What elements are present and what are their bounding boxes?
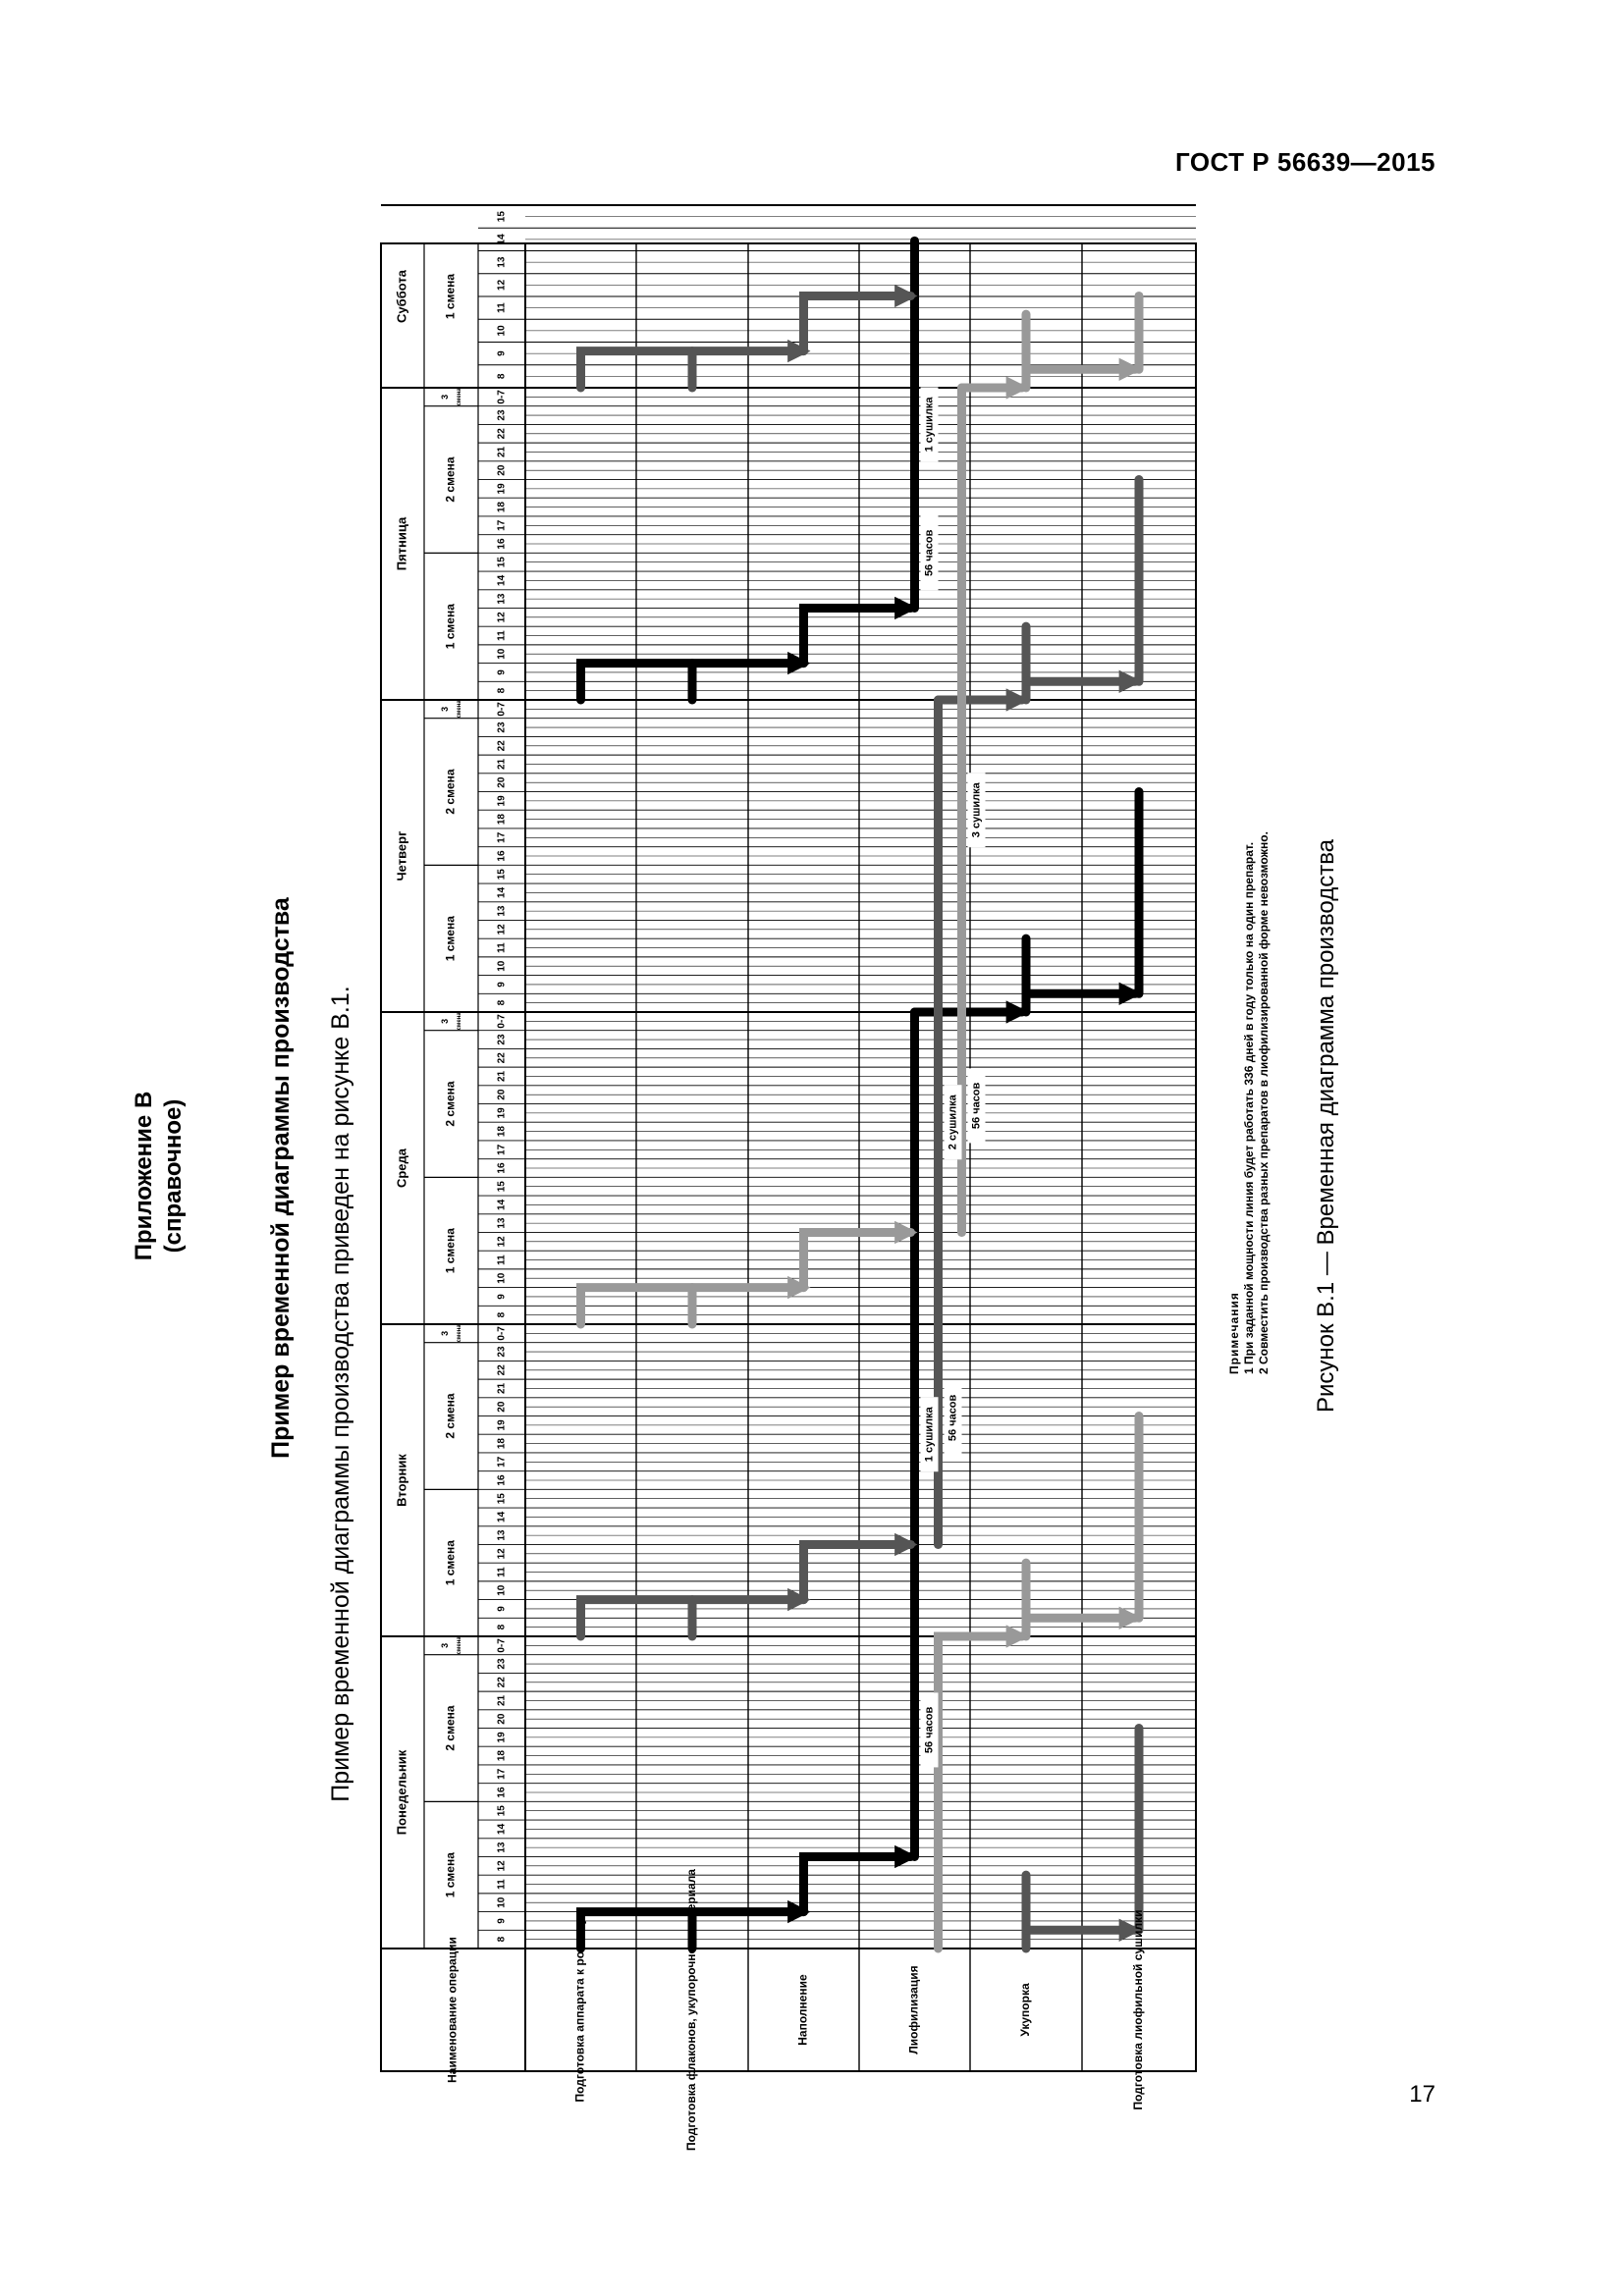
hour-tick-label: 10	[496, 960, 508, 972]
hour-tick-label: 22	[496, 740, 508, 752]
hour-tick-label: 9	[496, 1918, 508, 1924]
operation-name-2: Подготовка флаконов, укупорочного материала	[684, 1869, 699, 2151]
hour-tick-label: 16	[496, 1474, 508, 1486]
operation-name-5: Укупорка	[1018, 1983, 1033, 2037]
appendix-line-1: Приложение В	[131, 1091, 157, 1261]
hour-tick-label: 22	[496, 428, 508, 440]
shift-label-3-word: смена	[457, 1636, 463, 1655]
hour-tick-label: 23	[496, 409, 508, 421]
hour-tick-label: 21	[496, 1382, 508, 1395]
lyo-dryer-label: 2 сушилка	[947, 1095, 959, 1150]
hour-tick-label: 15	[496, 1493, 508, 1505]
hour-tick-label: 21	[496, 1070, 508, 1083]
hour-tick-label: 14	[496, 234, 508, 245]
lyo-duration-label: 56 часов	[947, 1394, 959, 1442]
operation-name-1: Подготовка аппарата к розливу	[572, 1917, 587, 2103]
shift-label-1: 1 смена	[443, 273, 458, 320]
hour-tick-label: 23	[496, 1658, 508, 1670]
hour-tick-label: 13	[496, 905, 508, 917]
hour-tick-label: 12	[496, 924, 508, 935]
hour-tick-label: 23	[496, 1034, 508, 1045]
operation-name-3: Наполнение	[795, 1974, 810, 2046]
hour-tick-label: 16	[496, 1162, 508, 1174]
hour-tick-label: 16	[496, 850, 508, 862]
intro-paragraph: Пример временной диаграммы производства приведен на рисунке В.1.	[327, 986, 354, 1802]
hour-tick-label: 0-7	[496, 1638, 508, 1653]
shift-label-3-word: смена	[457, 700, 463, 719]
shift-label-1: 1 смена	[443, 1540, 458, 1586]
section-heading: Пример временной диаграммы производства	[267, 897, 295, 1459]
hour-tick-label: 20	[496, 1089, 508, 1100]
hour-tick-label: 0-7	[496, 1014, 508, 1029]
hour-tick-label: 14	[496, 886, 508, 898]
hour-tick-label: 8	[496, 999, 508, 1006]
lyo-dryer-label: 1 сушилка	[923, 1407, 936, 1463]
hour-tick-label: 12	[496, 1236, 508, 1248]
hour-tick-label: 16	[496, 538, 508, 550]
shift-label-1: 1 смена	[443, 604, 458, 650]
note-1: 1 При заданной мощности линия будет работать 336 дней в году только на один препарат.	[1242, 841, 1256, 1374]
hour-tick-label: 20	[496, 1713, 508, 1725]
hour-tick-label: 0-7	[496, 702, 508, 717]
shift-label-2: 2 смена	[443, 769, 458, 815]
hour-tick-label: 10	[496, 325, 508, 337]
shift-label-3-word: смена	[457, 388, 463, 406]
shift-label-2: 2 смена	[443, 1393, 458, 1439]
hour-tick-label: 17	[496, 831, 508, 843]
hour-tick-label: 10	[496, 1896, 508, 1908]
hour-tick-label: 10	[496, 1584, 508, 1596]
hour-tick-label: 11	[496, 1567, 508, 1577]
hour-tick-label: 18	[496, 814, 508, 826]
lyo-dryer-label: 1 сушилка	[923, 397, 936, 453]
hour-tick-label: 17	[496, 1768, 508, 1780]
hour-tick-label: 20	[496, 776, 508, 788]
hour-tick-label: 11	[496, 942, 508, 953]
lyo-duration-label: 56 часов	[923, 1706, 936, 1754]
hour-tick-label: 15	[496, 869, 508, 881]
hour-tick-label: 22	[496, 1364, 508, 1376]
hour-tick-label: 19	[496, 483, 508, 495]
hour-tick-label: 11	[496, 1255, 508, 1265]
day-label: Суббота	[394, 270, 409, 323]
hour-tick-label: 12	[496, 612, 508, 623]
shift-label-3-num: 3	[439, 706, 450, 712]
hour-tick-label: 13	[496, 593, 508, 605]
hour-tick-label: 21	[496, 446, 508, 458]
hour-tick-label: 15	[496, 211, 508, 223]
figure-caption: Рисунок В.1 — Временная диаграмма производства	[1313, 838, 1339, 1414]
hour-tick-label: 19	[496, 795, 508, 807]
hour-tick-label: 8	[496, 1624, 508, 1630]
hour-tick-label: 9	[496, 350, 508, 356]
hour-tick-label: 18	[496, 1750, 508, 1762]
hour-tick-label: 17	[496, 519, 508, 531]
shift-label-2: 2 смена	[443, 1705, 458, 1751]
hour-tick-label: 11	[496, 302, 508, 313]
hour-tick-label: 8	[496, 1311, 508, 1318]
hour-tick-label: 23	[496, 1346, 508, 1358]
operation-name-4: Лиофилизация	[906, 1965, 921, 2055]
shift-label-3-num: 3	[439, 1330, 450, 1336]
page-number: 17	[1409, 2081, 1435, 2108]
hour-tick-label: 8	[496, 1936, 508, 1943]
hour-tick-label: 14	[496, 1511, 508, 1522]
hour-tick-label: 12	[496, 1548, 508, 1560]
hour-tick-label: 15	[496, 557, 508, 568]
hour-tick-label: 18	[496, 1438, 508, 1450]
hour-tick-label: 12	[496, 1860, 508, 1872]
hour-tick-label: 21	[496, 758, 508, 771]
day-label: Понедельник	[394, 1749, 409, 1836]
hour-tick-label: 14	[496, 1199, 508, 1210]
hour-tick-label: 19	[496, 1419, 508, 1431]
hour-tick-label: 9	[496, 1606, 508, 1612]
hour-tick-label: 19	[496, 1107, 508, 1119]
hour-tick-label: 14	[496, 1823, 508, 1835]
appendix-line-2: (справочное)	[160, 1098, 187, 1254]
diagram-labels	[394, 211, 1145, 2151]
operation-name-6: Подготовка лиофильной сушилки	[1131, 1909, 1146, 2110]
hour-tick-label: 18	[496, 502, 508, 513]
hour-tick-label: 8	[496, 687, 508, 694]
hour-tick-label: 17	[496, 1456, 508, 1468]
lyo-duration-label: 56 часов	[923, 529, 936, 577]
day-label: Четверг	[394, 830, 409, 881]
lyo-duration-label: 56 часов	[970, 1082, 983, 1130]
hour-tick-label: 20	[496, 1401, 508, 1413]
shift-label-1: 1 смена	[443, 1852, 458, 1898]
shift-label-1: 1 смена	[443, 1228, 458, 1274]
hour-tick-label: 21	[496, 1694, 508, 1707]
hour-tick-label: 9	[496, 982, 508, 988]
hour-tick-label: 20	[496, 464, 508, 476]
shift-label-2: 2 смена	[443, 1081, 458, 1127]
hour-tick-label: 15	[496, 1805, 508, 1817]
hour-tick-label: 13	[496, 1842, 508, 1853]
hour-tick-label: 0-7	[496, 1326, 508, 1341]
hour-tick-label: 0-7	[496, 390, 508, 404]
operation-header-label: Наименование операции	[445, 1937, 460, 2083]
hour-tick-label: 10	[496, 1272, 508, 1284]
hour-tick-label: 13	[496, 1529, 508, 1541]
notes-title: Примечания	[1227, 1292, 1241, 1374]
hour-tick-label: 16	[496, 1787, 508, 1798]
hour-tick-label: 14	[496, 574, 508, 586]
shift-label-3-num: 3	[439, 1018, 450, 1024]
hour-tick-label: 12	[496, 279, 508, 291]
lyo-dryer-label: 3 сушилка	[970, 782, 983, 838]
hour-tick-label: 13	[496, 1217, 508, 1229]
hour-tick-label: 22	[496, 1677, 508, 1688]
hour-tick-label: 22	[496, 1052, 508, 1064]
hour-tick-label: 11	[496, 1879, 508, 1890]
filling-path-4	[804, 295, 911, 314]
hour-tick-label: 17	[496, 1144, 508, 1155]
day-label: Среда	[394, 1148, 409, 1189]
hour-tick-label: 8	[496, 373, 508, 380]
hour-tick-label: 18	[496, 1126, 508, 1138]
shift-label-3-num: 3	[439, 1642, 450, 1648]
hour-tick-label: 9	[496, 1294, 508, 1300]
hour-tick-label: 10	[496, 648, 508, 660]
shift-label-3-word: смена	[457, 1012, 463, 1031]
standard-id: ГОСТ Р 56639—2015	[1174, 147, 1435, 177]
note-2: 2 Совместить производства разных препаратов в лиофилизированной форме невозможно.	[1257, 831, 1271, 1374]
day-label: Пятница	[394, 516, 409, 571]
hour-tick-label: 23	[496, 721, 508, 733]
hour-tick-label: 19	[496, 1732, 508, 1743]
shift-label-2: 2 смена	[443, 456, 458, 503]
shift-label-3-word: смена	[457, 1324, 463, 1343]
hour-tick-label: 13	[496, 256, 508, 268]
day-label: Вторник	[394, 1454, 409, 1507]
hour-tick-label: 15	[496, 1181, 508, 1193]
shift-label-3-num: 3	[439, 394, 450, 400]
hour-tick-label: 9	[496, 669, 508, 675]
shift-label-1: 1 смена	[443, 916, 458, 962]
hour-tick-label: 11	[496, 630, 508, 641]
